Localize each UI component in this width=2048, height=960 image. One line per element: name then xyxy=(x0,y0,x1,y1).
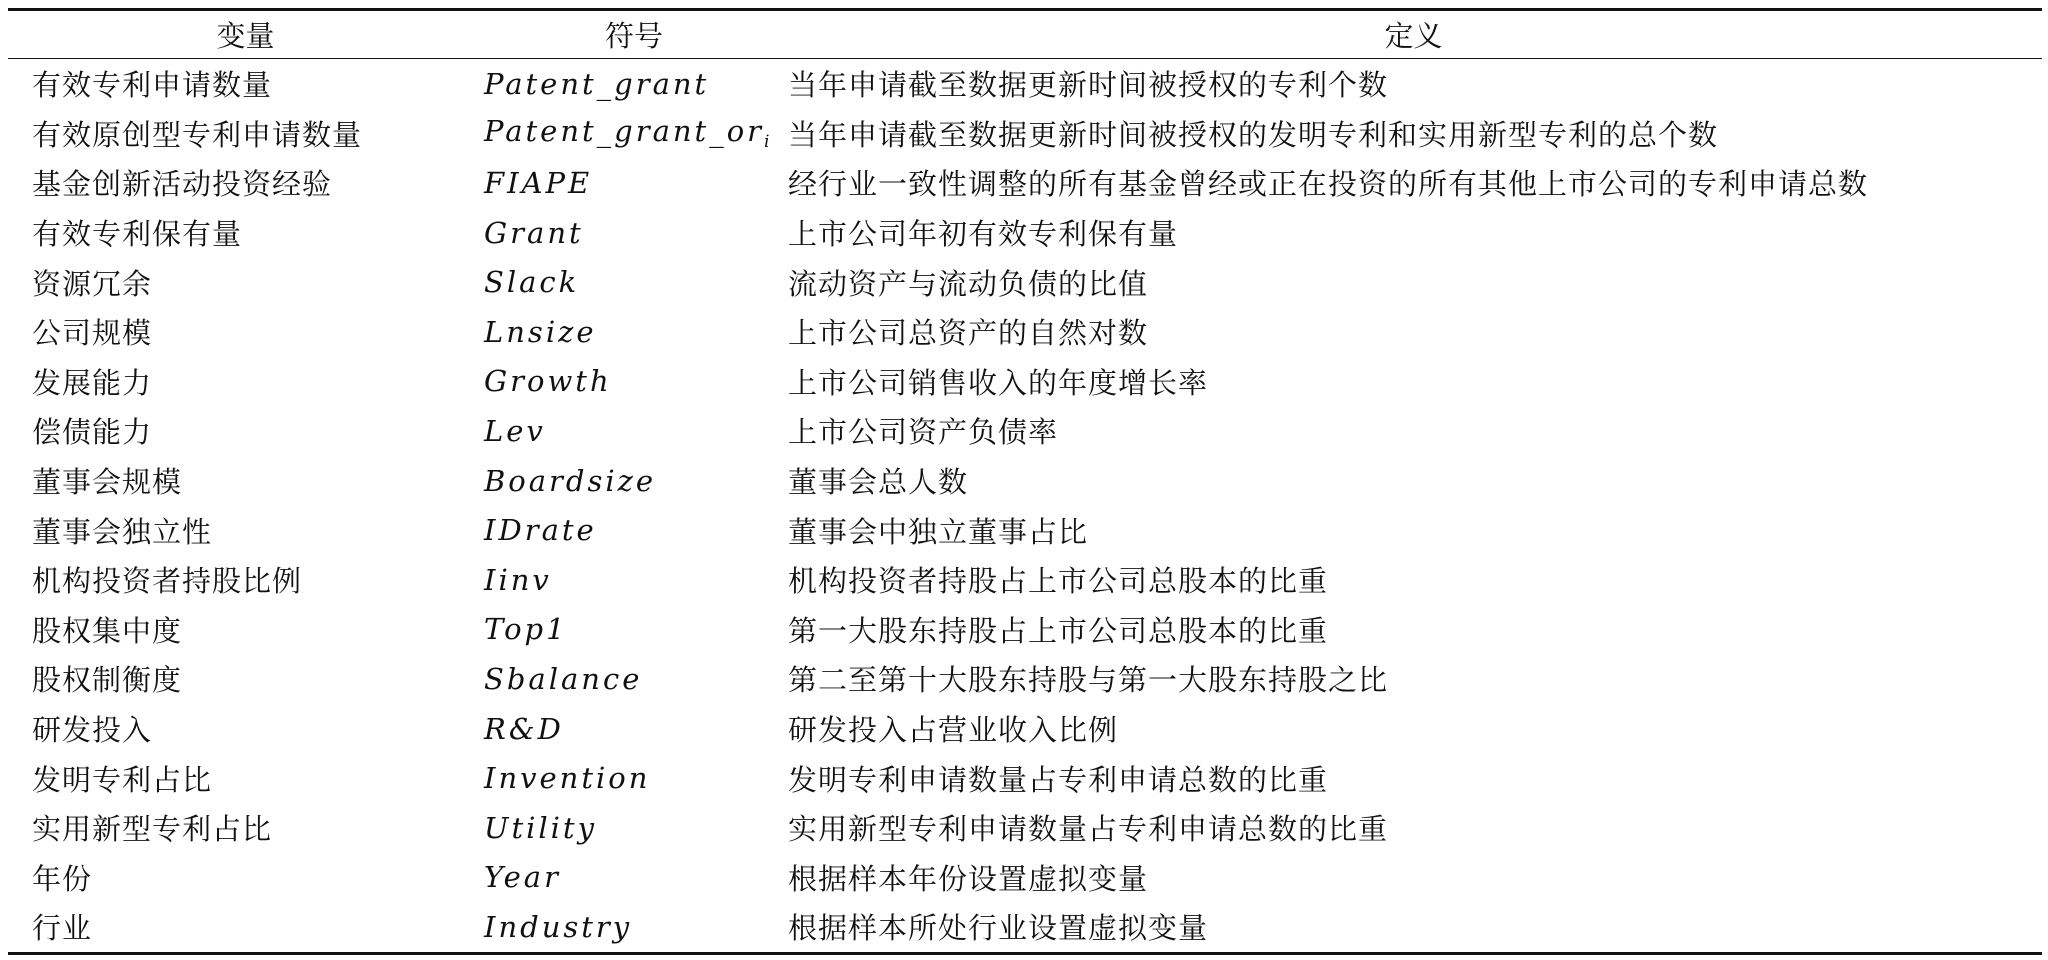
definition-cell: 上市公司年初有效专利保有量 xyxy=(788,217,1179,252)
variable-cell: 股权制衡度 xyxy=(32,663,183,698)
variable-cell: 股权集中度 xyxy=(32,613,183,648)
definition-cell: 当年申请截至数据更新时间被授权的发明专利和实用新型专利的总个数 xyxy=(788,117,1719,152)
header-variable: 变量 xyxy=(8,10,483,59)
table-row xyxy=(8,357,2042,407)
table-row xyxy=(8,505,2042,555)
symbol-text: Patent_grant_or xyxy=(484,114,765,149)
symbol-text: Utility xyxy=(484,810,597,845)
table-row xyxy=(8,753,2042,803)
table-row xyxy=(8,406,2042,456)
symbol-text: Growth xyxy=(484,364,612,399)
symbol-cell xyxy=(483,59,785,109)
symbol-cell xyxy=(483,505,785,555)
variable-cell: 年份 xyxy=(32,861,93,896)
symbol-cell xyxy=(483,307,785,357)
symbol-cell xyxy=(483,803,785,853)
variable-cell: 有效专利保有量 xyxy=(32,217,243,252)
header-definition: 定义 xyxy=(785,10,2042,59)
symbol-cell xyxy=(483,357,785,407)
definition-cell: 上市公司销售收入的年度增长率 xyxy=(788,365,1209,400)
table-row xyxy=(8,59,2042,109)
variable-cell: 实用新型专利占比 xyxy=(32,812,273,847)
variable-cell: 公司规模 xyxy=(32,316,153,351)
definition-cell: 董事会中独立董事占比 xyxy=(788,514,1089,549)
table-row xyxy=(8,257,2042,307)
variable-cell: 研发投入 xyxy=(32,713,153,748)
symbol-text: Industry xyxy=(484,909,633,944)
symbol-text: Top1 xyxy=(484,612,568,647)
symbol-text: Sbalance xyxy=(484,661,643,696)
table-row xyxy=(8,208,2042,258)
definition-cell: 上市公司资产负债率 xyxy=(788,415,1059,450)
symbol-cell xyxy=(483,902,785,953)
table-body xyxy=(8,59,2042,954)
symbol-text: R&D xyxy=(484,711,564,746)
symbol-text: Boardsize xyxy=(484,463,657,498)
symbol-cell xyxy=(483,753,785,803)
variable-cell: 机构投资者持股比例 xyxy=(32,564,303,599)
table-row xyxy=(8,902,2042,953)
symbol-text: Lnsize xyxy=(484,314,597,349)
symbol-cell xyxy=(483,158,785,208)
variable-cell: 发明专利占比 xyxy=(32,762,213,797)
definition-cell: 实用新型专利申请数量占专利申请总数的比重 xyxy=(788,812,1389,847)
variable-cell: 偿债能力 xyxy=(32,415,153,450)
symbol-text: Year xyxy=(484,860,561,895)
definition-cell: 发明专利申请数量占专利申请总数的比重 xyxy=(788,762,1329,797)
definition-cell: 第一大股东持股占上市公司总股本的比重 xyxy=(788,613,1329,648)
variable-cell: 资源冗余 xyxy=(32,266,153,301)
symbol-text: FIAPE xyxy=(484,165,593,200)
symbol-cell xyxy=(483,406,785,456)
variable-cell: 有效专利申请数量 xyxy=(32,68,273,103)
symbol-text: Invention xyxy=(484,761,651,796)
table-row xyxy=(8,109,2042,159)
table-header-row xyxy=(8,10,2042,59)
symbol-cell xyxy=(483,605,785,655)
table-row xyxy=(8,158,2042,208)
symbol-cell xyxy=(483,853,785,903)
definition-cell: 当年申请截至数据更新时间被授权的专利个数 xyxy=(788,68,1389,103)
definition-cell: 第二至第十大股东持股与第一大股东持股之比 xyxy=(788,663,1389,698)
symbol-cell xyxy=(483,109,785,159)
symbol-cell xyxy=(483,456,785,506)
symbol-cell xyxy=(483,654,785,704)
table-row xyxy=(8,803,2042,853)
symbol-text: Grant xyxy=(484,215,584,250)
symbol-cell xyxy=(483,704,785,754)
variable-definition-table xyxy=(8,8,2042,955)
variable-cell: 行业 xyxy=(32,911,93,946)
definition-cell: 董事会总人数 xyxy=(788,465,969,500)
definition-cell: 流动资产与流动负债的比值 xyxy=(788,266,1149,301)
definition-cell: 根据样本年份设置虚拟变量 xyxy=(788,861,1149,896)
symbol-cell xyxy=(483,208,785,258)
table-row xyxy=(8,605,2042,655)
symbol-subscript: i xyxy=(764,132,770,153)
symbol-cell xyxy=(483,257,785,307)
definition-cell: 根据样本所处行业设置虚拟变量 xyxy=(788,911,1209,946)
symbol-cell xyxy=(483,555,785,605)
symbol-text: Iinv xyxy=(484,562,552,597)
table-row xyxy=(8,307,2042,357)
table-row xyxy=(8,654,2042,704)
variable-cell: 有效原创型专利申请数量 xyxy=(32,117,363,152)
variable-cell: 董事会规模 xyxy=(32,465,183,500)
symbol-text: Patent_grant xyxy=(484,66,710,101)
definition-cell: 经行业一致性调整的所有基金曾经或正在投资的所有其他上市公司的专利申请总数 xyxy=(788,167,1869,202)
variable-cell: 董事会独立性 xyxy=(32,514,213,549)
table-row xyxy=(8,704,2042,754)
table-row xyxy=(8,853,2042,903)
symbol-text: Slack xyxy=(484,265,580,300)
variable-cell: 发展能力 xyxy=(32,365,153,400)
header-symbol: 符号 xyxy=(483,10,785,59)
definition-cell: 上市公司总资产的自然对数 xyxy=(788,316,1149,351)
definition-cell: 机构投资者持股占上市公司总股本的比重 xyxy=(788,564,1329,599)
symbol-text: Lev xyxy=(484,413,546,448)
table-row xyxy=(8,456,2042,506)
definition-cell: 研发投入占营业收入比例 xyxy=(788,713,1119,748)
variable-cell: 基金创新活动投资经验 xyxy=(32,167,333,202)
symbol-text: IDrate xyxy=(484,513,597,548)
table-row xyxy=(8,555,2042,605)
